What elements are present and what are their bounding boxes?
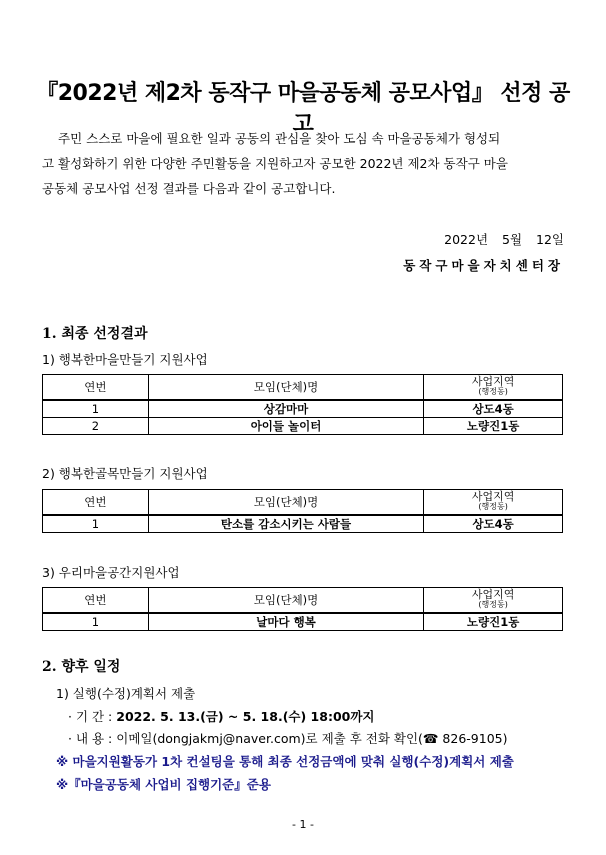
col-header-name: 모임(단체)명 <box>148 375 423 401</box>
intro-paragraph <box>42 126 572 201</box>
content-label: · 내 용 : <box>68 731 113 746</box>
intro-line-2: 고 활성화하기 위한 다양한 주민활동을 지원하고자 공모한 2022년 제2차 동작구 마을 <box>42 156 508 171</box>
cell-name: 탄소를 감소시키는 사람들 <box>148 515 423 533</box>
page-title: 『2022년 제2차 동작구 마을공동체 공모사업』 선정 공고 <box>36 81 570 137</box>
section-2-heading: 2. 향후 일정 <box>42 659 121 675</box>
cell-region: 노량진1동 <box>424 418 563 435</box>
table-1-subheading: 1) 행복한마을만들기 지원사업 <box>42 352 208 367</box>
results-table-3 <box>42 587 563 631</box>
period-line <box>68 707 375 725</box>
table-2-subheading: 2) 행복한골목만들기 지원사업 <box>42 466 208 481</box>
schedule-item-1: 1) 실행(수정)계획서 제출 <box>56 686 196 701</box>
cell-no: 1 <box>43 400 149 418</box>
cell-no: 2 <box>43 418 149 435</box>
issuing-organization: 동작구마을자치센터장 <box>403 258 564 273</box>
cell-name: 아이들 놀이터 <box>148 418 423 435</box>
page-number: - 1 - <box>292 818 314 831</box>
cell-region: 상도4동 <box>424 400 563 418</box>
col-header-no: 연번 <box>43 375 149 401</box>
announcement-date: 2022년 5월 12일 <box>444 232 564 247</box>
col-header-region: 사업지역 (행정동) <box>424 588 563 614</box>
table-3-subheading: 3) 우리마을공간지원사업 <box>42 565 180 580</box>
cell-no: 1 <box>43 613 149 631</box>
cell-region: 상도4동 <box>424 515 563 533</box>
col-header-no: 연번 <box>43 588 149 614</box>
cell-no: 1 <box>43 515 149 533</box>
col-header-region: 사업지역 (행정동) <box>424 375 563 401</box>
results-table-1 <box>42 374 563 435</box>
content-value: 이메일(dongjakmj@naver.com)로 제출 후 전화 확인(☎ 826-9105) <box>116 731 508 746</box>
results-table-2 <box>42 489 563 533</box>
col-header-no: 연번 <box>43 490 149 516</box>
table-row <box>43 418 563 435</box>
note-1: ※ 마을지원활동가 1차 컨설팅을 통해 최종 선정금액에 맞춰 실행(수정)계획서 제출 <box>56 754 514 769</box>
cell-name: 상감마마 <box>148 400 423 418</box>
col-header-name: 모임(단체)명 <box>148 588 423 614</box>
intro-line-3: 공동체 공모사업 선정 결과를 다음과 같이 공고합니다. <box>42 181 336 196</box>
col-header-name: 모임(단체)명 <box>148 490 423 516</box>
table-header-row <box>43 375 563 401</box>
cell-name: 날마다 행복 <box>148 613 423 631</box>
table-row <box>43 400 563 418</box>
table-header-row <box>43 588 563 614</box>
table-row <box>43 515 563 533</box>
table-row <box>43 613 563 631</box>
intro-line-1: 주민 스스로 마을에 필요한 일과 공동의 관심을 찾아 도심 속 마을공동체가 형성되 <box>58 131 501 146</box>
period-label: · 기 간 : <box>68 709 113 724</box>
note-2: ※『마을공동체 사업비 집행기준』준용 <box>56 777 271 792</box>
content-line <box>68 729 508 747</box>
period-value: 2022. 5. 13.(금) ~ 5. 18.(수) 18:00까지 <box>116 709 375 724</box>
table-header-row <box>43 490 563 516</box>
section-1-heading: 1. 최종 선정결과 <box>42 326 148 342</box>
col-header-region: 사업지역 (행정동) <box>424 490 563 516</box>
cell-region: 노량진1동 <box>424 613 563 631</box>
